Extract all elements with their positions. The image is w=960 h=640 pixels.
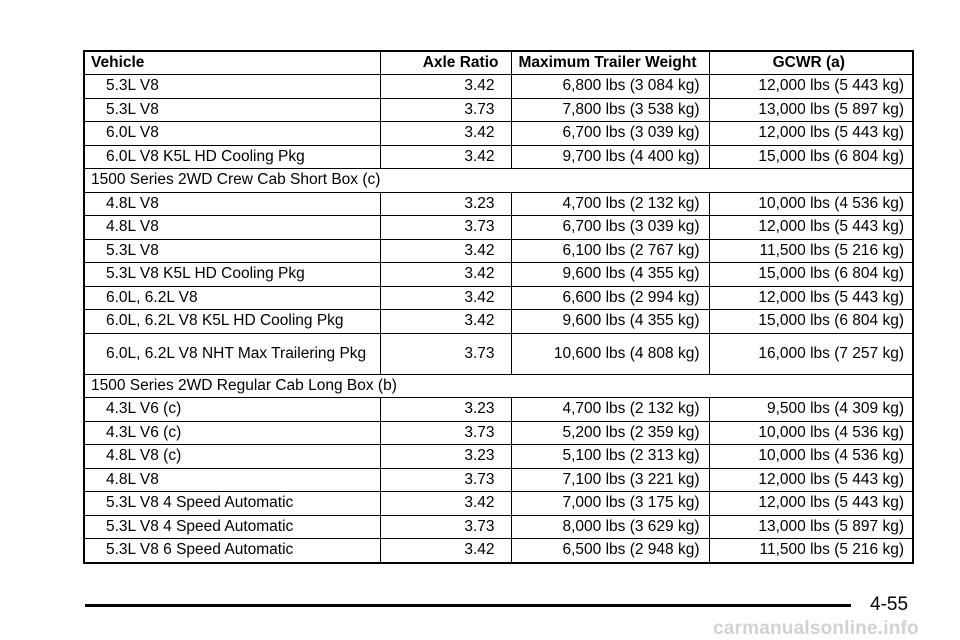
cell-gcwr: 12,000 lbs (5 443 kg) bbox=[709, 468, 913, 492]
cell-vehicle: 6.0L V8 bbox=[84, 122, 380, 146]
table-row bbox=[84, 145, 913, 169]
cell-max-trailer-weight: 4,700 lbs (2 132 kg) bbox=[511, 398, 709, 422]
header-max-trailer-weight: Maximum Trailer Weight bbox=[511, 51, 709, 75]
cell-vehicle: 4.8L V8 bbox=[84, 216, 380, 240]
cell-gcwr: 12,000 lbs (5 443 kg) bbox=[709, 122, 913, 146]
cell-max-trailer-weight: 9,700 lbs (4 400 kg) bbox=[511, 145, 709, 169]
section-title: 1500 Series 2WD Crew Cab Short Box (c) bbox=[84, 169, 913, 193]
cell-max-trailer-weight: 7,100 lbs (3 221 kg) bbox=[511, 468, 709, 492]
cell-axle-ratio: 3.73 bbox=[380, 216, 511, 240]
table-row bbox=[84, 421, 913, 445]
cell-max-trailer-weight: 7,000 lbs (3 175 kg) bbox=[511, 492, 709, 516]
cell-vehicle: 5.3L V8 6 Speed Automatic bbox=[84, 539, 380, 563]
cell-axle-ratio: 3.42 bbox=[380, 122, 511, 146]
cell-max-trailer-weight: 5,100 lbs (2 313 kg) bbox=[511, 445, 709, 469]
cell-vehicle: 6.0L, 6.2L V8 bbox=[84, 286, 380, 310]
cell-gcwr: 11,500 lbs (5 216 kg) bbox=[709, 539, 913, 563]
header-vehicle: Vehicle bbox=[84, 51, 380, 75]
cell-vehicle: 4.8L V8 bbox=[84, 468, 380, 492]
cell-vehicle: 6.0L V8 K5L HD Cooling Pkg bbox=[84, 145, 380, 169]
cell-max-trailer-weight: 6,600 lbs (2 994 kg) bbox=[511, 286, 709, 310]
table-header-row bbox=[84, 51, 913, 75]
page-number: 4-55 bbox=[870, 594, 909, 615]
cell-vehicle: 6.0L, 6.2L V8 NHT Max Trailering Pkg bbox=[84, 333, 380, 374]
cell-axle-ratio: 3.42 bbox=[380, 239, 511, 263]
table-row bbox=[84, 398, 913, 422]
cell-gcwr: 13,000 lbs (5 897 kg) bbox=[709, 98, 913, 122]
cell-gcwr: 12,000 lbs (5 443 kg) bbox=[709, 492, 913, 516]
cell-axle-ratio: 3.42 bbox=[380, 539, 511, 563]
cell-max-trailer-weight: 6,500 lbs (2 948 kg) bbox=[511, 539, 709, 563]
cell-vehicle: 4.8L V8 bbox=[84, 192, 380, 216]
cell-axle-ratio: 3.42 bbox=[380, 75, 511, 99]
header-axle-ratio: Axle Ratio bbox=[380, 51, 511, 75]
table-row bbox=[84, 75, 913, 99]
cell-vehicle: 5.3L V8 4 Speed Automatic bbox=[84, 492, 380, 516]
cell-vehicle: 4.3L V6 (c) bbox=[84, 398, 380, 422]
cell-gcwr: 15,000 lbs (6 804 kg) bbox=[709, 310, 913, 334]
table-row bbox=[84, 192, 913, 216]
cell-axle-ratio: 3.73 bbox=[380, 421, 511, 445]
cell-max-trailer-weight: 10,600 lbs (4 808 kg) bbox=[511, 333, 709, 374]
cell-max-trailer-weight: 6,700 lbs (3 039 kg) bbox=[511, 216, 709, 240]
table-row bbox=[84, 445, 913, 469]
cell-gcwr: 12,000 lbs (5 443 kg) bbox=[709, 216, 913, 240]
towing-capacity-table bbox=[83, 50, 914, 564]
cell-vehicle: 6.0L, 6.2L V8 K5L HD Cooling Pkg bbox=[84, 310, 380, 334]
cell-axle-ratio: 3.73 bbox=[380, 468, 511, 492]
cell-axle-ratio: 3.73 bbox=[380, 98, 511, 122]
cell-max-trailer-weight: 8,000 lbs (3 629 kg) bbox=[511, 515, 709, 539]
cell-max-trailer-weight: 4,700 lbs (2 132 kg) bbox=[511, 192, 709, 216]
section-title: 1500 Series 2WD Regular Cab Long Box (b) bbox=[84, 374, 913, 398]
cell-gcwr: 10,000 lbs (4 536 kg) bbox=[709, 421, 913, 445]
table-row bbox=[84, 539, 913, 563]
cell-gcwr: 11,500 lbs (5 216 kg) bbox=[709, 239, 913, 263]
table-row bbox=[84, 310, 913, 334]
table-row bbox=[84, 468, 913, 492]
cell-axle-ratio: 3.42 bbox=[380, 310, 511, 334]
footer-rule bbox=[85, 604, 851, 607]
cell-gcwr: 10,000 lbs (4 536 kg) bbox=[709, 192, 913, 216]
table-row bbox=[84, 515, 913, 539]
cell-vehicle: 4.8L V8 (c) bbox=[84, 445, 380, 469]
cell-axle-ratio: 3.73 bbox=[380, 515, 511, 539]
cell-axle-ratio: 3.23 bbox=[380, 192, 511, 216]
table-row bbox=[84, 263, 913, 287]
cell-vehicle: 5.3L V8 K5L HD Cooling Pkg bbox=[84, 263, 380, 287]
cell-vehicle: 5.3L V8 bbox=[84, 239, 380, 263]
cell-max-trailer-weight: 7,800 lbs (3 538 kg) bbox=[511, 98, 709, 122]
cell-axle-ratio: 3.42 bbox=[380, 286, 511, 310]
table-row bbox=[84, 492, 913, 516]
table-section-row bbox=[84, 169, 913, 193]
cell-gcwr: 15,000 lbs (6 804 kg) bbox=[709, 263, 913, 287]
cell-axle-ratio: 3.23 bbox=[380, 445, 511, 469]
cell-max-trailer-weight: 5,200 lbs (2 359 kg) bbox=[511, 421, 709, 445]
table-section-row bbox=[84, 374, 913, 398]
table-row bbox=[84, 239, 913, 263]
table-body bbox=[84, 75, 913, 563]
cell-gcwr: 10,000 lbs (4 536 kg) bbox=[709, 445, 913, 469]
cell-max-trailer-weight: 6,800 lbs (3 084 kg) bbox=[511, 75, 709, 99]
cell-gcwr: 15,000 lbs (6 804 kg) bbox=[709, 145, 913, 169]
table-row bbox=[84, 98, 913, 122]
table-row bbox=[84, 122, 913, 146]
watermark: carmanualsonline.info bbox=[713, 618, 919, 639]
cell-gcwr: 16,000 lbs (7 257 kg) bbox=[709, 333, 913, 374]
table-row bbox=[84, 286, 913, 310]
cell-max-trailer-weight: 9,600 lbs (4 355 kg) bbox=[511, 263, 709, 287]
cell-max-trailer-weight: 6,100 lbs (2 767 kg) bbox=[511, 239, 709, 263]
cell-axle-ratio: 3.23 bbox=[380, 398, 511, 422]
cell-axle-ratio: 3.42 bbox=[380, 492, 511, 516]
cell-gcwr: 12,000 lbs (5 443 kg) bbox=[709, 286, 913, 310]
header-gcwr: GCWR (a) bbox=[709, 51, 913, 75]
cell-max-trailer-weight: 6,700 lbs (3 039 kg) bbox=[511, 122, 709, 146]
cell-max-trailer-weight: 9,600 lbs (4 355 kg) bbox=[511, 310, 709, 334]
cell-vehicle: 5.3L V8 bbox=[84, 75, 380, 99]
cell-vehicle: 5.3L V8 4 Speed Automatic bbox=[84, 515, 380, 539]
table-row bbox=[84, 216, 913, 240]
cell-gcwr: 12,000 lbs (5 443 kg) bbox=[709, 75, 913, 99]
cell-vehicle: 5.3L V8 bbox=[84, 98, 380, 122]
cell-axle-ratio: 3.42 bbox=[380, 145, 511, 169]
cell-vehicle: 4.3L V6 (c) bbox=[84, 421, 380, 445]
cell-axle-ratio: 3.73 bbox=[380, 333, 511, 374]
cell-gcwr: 13,000 lbs (5 897 kg) bbox=[709, 515, 913, 539]
table-row bbox=[84, 333, 913, 374]
cell-axle-ratio: 3.42 bbox=[380, 263, 511, 287]
cell-gcwr: 9,500 lbs (4 309 kg) bbox=[709, 398, 913, 422]
